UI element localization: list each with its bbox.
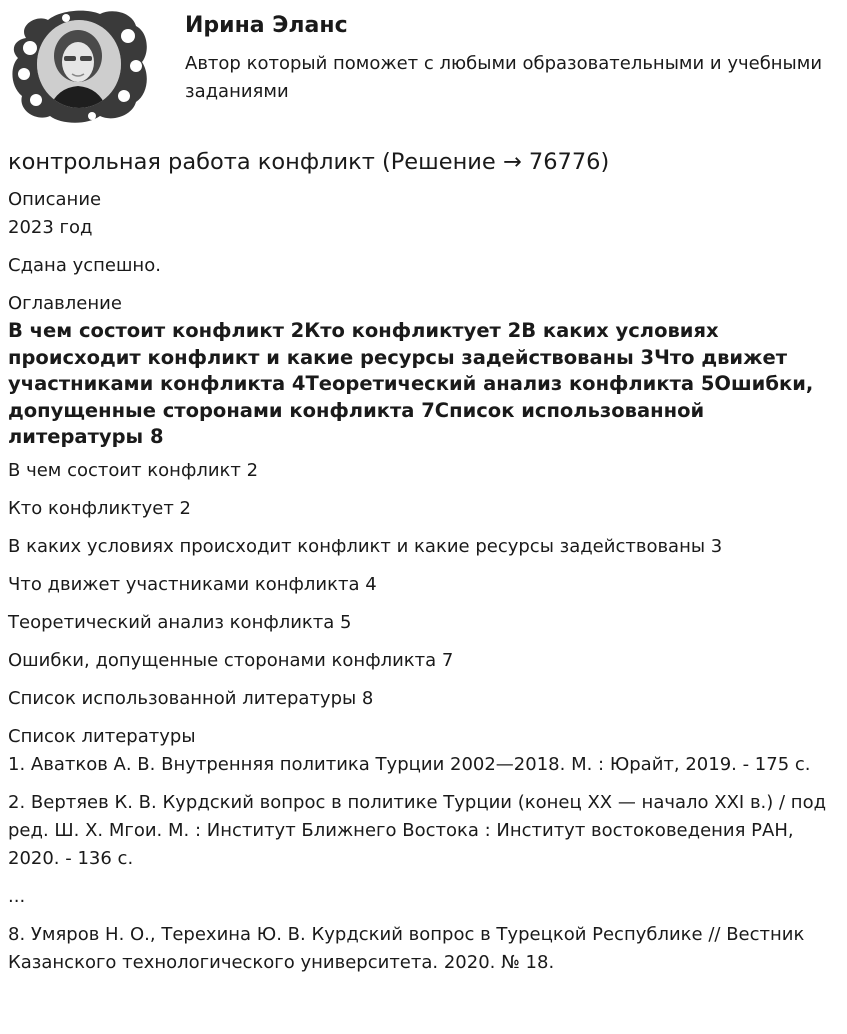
status-text: Сдана успешно. bbox=[8, 255, 161, 276]
literature-ellipsis: ... bbox=[8, 885, 26, 907]
toc-item: Что движет участниками конфликта 4 bbox=[8, 573, 377, 595]
literature-item: 1. Аватков А. В. Внутренняя политика Турции 2002—2018. М. : Юрайт, 2019. - 175 с. bbox=[8, 753, 811, 775]
document-content bbox=[8, 146, 838, 987]
literature-label: Список литературы bbox=[8, 725, 196, 747]
author-description: Автор который поможет с любыми образовательными и учебными заданиями bbox=[185, 53, 823, 102]
toc-label: Оглавление bbox=[8, 293, 122, 314]
description-label: Описание bbox=[8, 189, 102, 210]
page-title: контрольная работа конфликт (Решение → 76776) bbox=[8, 149, 610, 175]
author-avatar bbox=[8, 8, 150, 126]
author-header bbox=[0, 0, 847, 132]
literature-item: 8. Умяров Н. О., Терехина Ю. В. Курдский вопрос в Турецкой Республике // Вестник Казанского технологического университета. 2020. № 18. bbox=[8, 923, 805, 973]
toc-item: В чем состоит конфликт 2 bbox=[8, 459, 259, 481]
toc-item: Список использованной литературы 8 bbox=[8, 687, 374, 709]
author-name: Ирина Эланс bbox=[185, 13, 348, 38]
year-text: 2023 год bbox=[8, 217, 93, 238]
literature-item: 2. Вертяев К. В. Курдский вопрос в политике Турции (конец XX — начало XXI в.) / под ред. Ш. Х. Мгои. М. : Институт Ближнего Востока : Институт востоковедения РАН, 2020. - 136 с. bbox=[8, 791, 827, 869]
toc-item: Ошибки, допущенные сторонами конфликта 7 bbox=[8, 649, 454, 671]
toc-item: Кто конфликтует 2 bbox=[8, 497, 191, 519]
toc-item: Теоретический анализ конфликта 5 bbox=[8, 611, 352, 633]
toc-bold-summary: В чем состоит конфликт 2Кто конфликтует 2В каких условиях происходит конфликт и какие ресурсы задействованы 3Что движет участниками конфликта 4Теоретический анализ конфликта 5Ошибки, допущенные сторонами конфликта 7Список использованной литературы 8 bbox=[8, 319, 814, 448]
toc-item: В каких условиях происходит конфликт и какие ресурсы задействованы 3 bbox=[8, 535, 723, 557]
